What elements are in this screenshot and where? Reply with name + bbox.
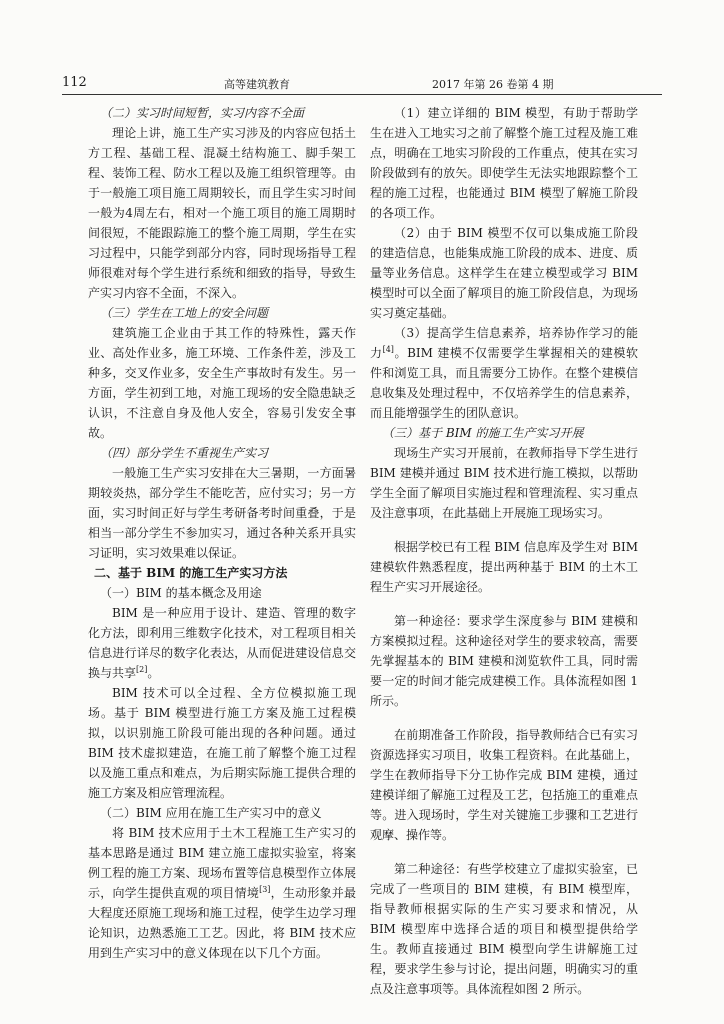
page-number: 112 [62,75,87,90]
paragraph-gap [370,597,638,611]
issue-info: 2017 年第 26 卷第 4 期 [432,78,554,91]
running-header [62,72,662,95]
paragraph-point-2: （2）由于 BIM 模型不仅可以集成施工阶段的建造信息，也能集成施工阶段的成本、进度、质量等业务信息。这样学生在建立模型或学习 BIM 模型时可以全面了解项目的施工阶段信息，为现场实习奠定基础。 [370,226,638,320]
subheading-meaning: （二）BIM 应用在施工生产实习中的意义 [100,806,322,820]
paragraph-safety: 建筑施工企业由于其工作的特殊性，露天作业、高处作业多，施工环境、工作条件差，涉及工种多，交叉作业多，安全生产事故时有发生。另一方面，学生初到工地，对施工现场的安全隐患缺乏认识，不注意自身及他人安全，容易引发安全事故。 [88,326,356,440]
paragraph-meaning [88,823,356,963]
section-heading-method: 二、基于 BIM 的施工生产实习方法 [94,566,288,580]
subheading-attitude: （四）部分学生不重视生产实习 [100,446,269,460]
journal-name: 高等建筑教育 [224,78,290,91]
paragraph-meaning-text: 将 BIM 技术应用于土木工程施工生产实习的基本思路是通过 BIM 建立施工虚拟实验室，将案例工程的施工方案、现场布置等信息模型作立体展示，向学生提供直观的项目情境 [88,826,356,900]
subheading-practice: （三）基于 BIM 的施工生产实习开展 [382,426,584,440]
subheading-concept: （一）BIM 的基本概念及用途 [100,586,262,600]
paragraph-two-routes: 根据学校已有工程 BIM 信息库及学生对 BIM 建模软件熟悉程度，提出两种基于 BIM 的土木工程生产实习开展途径。 [370,540,638,594]
paragraph-point-3-text: （3）提高学生信息素养，培养协作学习的能力 [370,326,638,360]
paragraph-concept [88,603,356,683]
paragraph-point-3-end: 。BIM 建模不仅需要学生掌握相关的建模软件和浏览工具，而且需要分工协作。在整个建模信息收集及处理过程中，不仅培养学生的信息素养，而且能增强学生的团队意识。 [370,346,638,420]
subheading-safety: （三）学生在工地上的安全问题 [100,306,269,320]
paragraph-gap [370,845,638,859]
paragraph-gap [370,711,638,725]
paragraph-second-route: 第二种途径：有些学校建立了虚拟实验室，已完成了一些项目的 BIM 建模，有 BIM 模型库，指导教师根据实际的生产实习要求和情况，从 BIM 模型库中选择合适的项目和模型提供给学生。教师直接通过 BIM 模型向学生讲解施工过程，要求学生参与讨论，提出问题，明确实习的重点及注意事项等。具体流程如图 2 所示。 [370,862,638,996]
paragraph-concept-end: 。 [147,666,160,680]
paragraph-first-route-detail: 在前期准备工作阶段，指导教师结合已有实习资源选择实习项目，收集工程资料。在此基础上，学生在教师指导下分工协作完成 BIM 建模，通过建模详细了解施工过程及工艺，包括施工的重难点等。进入现场时，学生对关键施工步骤和工艺进行观摩、操作等。 [370,728,638,842]
paragraph-point-3 [370,323,638,423]
citation-4: [4] [382,345,394,354]
paragraph-first-route: 第一种途径：要求学生深度参与 BIM 建模和方案模拟过程。这种途径对学生的要求较高，需要先掌握基本的 BIM 建模和浏览软件工具，同时需要一定的时间才能完成建模工作。具体流程如图 1 所示。 [370,614,638,708]
paragraph-simulate: BIM 技术可以全过程、全方位模拟施工现场。基于 BIM 模型进行施工方案及施工过程模拟，以识别施工阶段可能出现的各种问题。通过 BIM 技术虚拟建造，在施工前了解整个施工过程以及施工重点和难点，为后期实际施工提供合理的施工方案及相应管理流程。 [88,686,356,800]
paragraph-time: 理论上讲，施工生产实习涉及的内容应包括土方工程、基础工程、混凝土结构施工、脚手架工程、装饰工程、防水工程以及施工组织管理等。由于一般施工项目施工周期较长，而且学生实习时间一般为4周左右，相对一个施工项目的施工周期时间很短，不能跟踪施工的整个施工周期，学生在实习过程中，只能学到部分内容，同时现场指导工程师很难对每个学生进行系统和细致的指导，导致生产实习内容不全面，不深入。 [88,126,356,300]
citation-2: [2] [136,665,148,674]
right-column [370,103,638,999]
citation-3: [3] [259,885,271,894]
paragraph-meaning-end: ，生动形象并最大程度还原施工现场和施工过程，使学生边学习理论知识，边熟悉施工工艺。因此，将 BIM 技术应用到生产实习中的意义体现在以下几个方面。 [88,886,356,960]
paragraph-gap [370,523,638,537]
paragraph-practice: 现场生产实习开展前，在教师指导下学生进行 BIM 建模并通过 BIM 技术进行施工模拟，以帮助学生全面了解项目实施过程和管理流程、实习重点及注意事项，在此基础上开展施工现场实习。 [370,446,638,520]
paragraph-concept-text: BIM 是一种应用于设计、建造、管理的数字化方法，即利用三维数字化技术，对工程项目相关信息进行详尽的数字化表达，从而促进建设信息交换与共享 [88,606,356,680]
paragraph-attitude: 一般施工生产实习安排在大三暑期，一方面暑期较炎热，部分学生不能吃苦，应付实习；另一方面，实习时间正好与学生考研备考时间重叠，于是相当一部分学生不参加实习，通过各种关系开具实习证明，实习效果难以保证。 [88,466,356,560]
left-column [88,103,356,963]
paragraph-point-1: （1）建立详细的 BIM 模型，有助于帮助学生在进入工地实习之前了解整个施工过程及施工难点，明确在工地实习阶段的工作重点，使其在实习阶段做到有的放矢。即使学生无法实地跟踪整个工程的施工过程，也能通过 BIM 模型了解施工阶段的各项工作。 [370,106,638,220]
subheading-time: （二）实习时间短暂，实习内容不全面 [100,106,305,120]
